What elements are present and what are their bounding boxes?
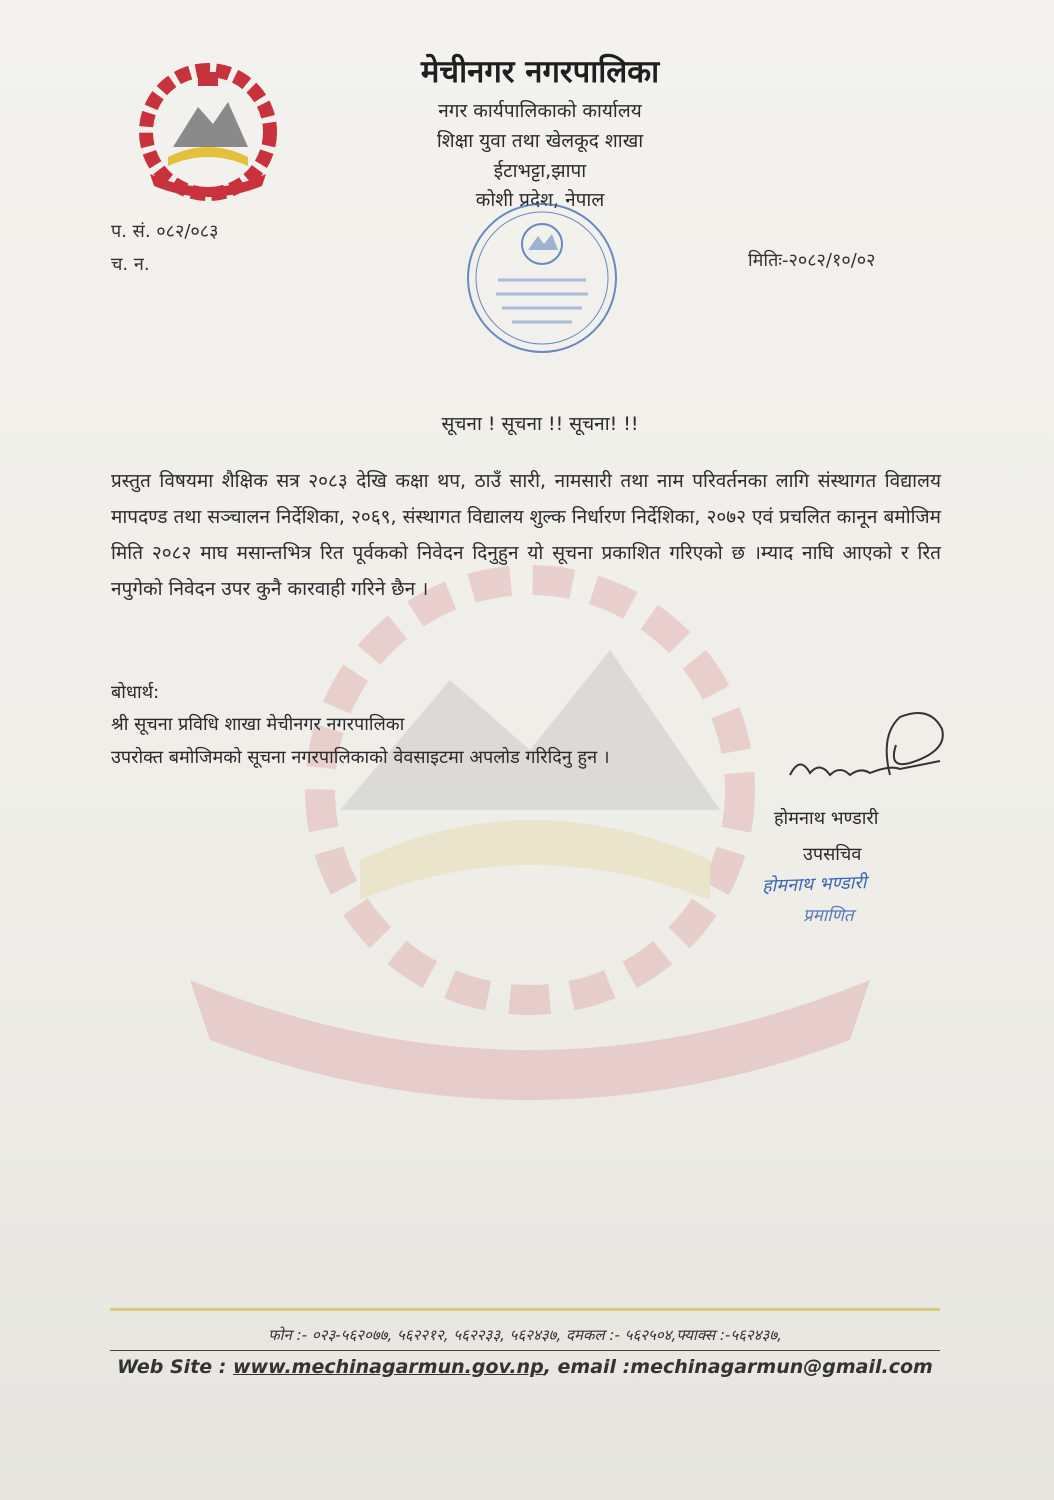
office-address: ईटाभट्टा,झापा — [493, 160, 587, 182]
bodharth-instruction: उपरोक्त बमोजिमको सूचना नगरपालिकाको वेवसाइटमा अपलोड गरिदिनु हुन । — [111, 747, 610, 768]
name-stamp: होमनाथ भण्डारी — [761, 872, 867, 897]
letter-reference-number: प. सं. ०८२/०८३ — [111, 221, 219, 242]
website-label: Web Site : — [117, 1356, 233, 1378]
office-subtitle-1: नगर कार्यपालिकाको कार्यालय — [438, 100, 642, 122]
notice-heading: सूचना ! सूचना !! सूचना! !! — [441, 413, 639, 435]
letter-date: मितिः-२०८२/१०/०२ — [748, 250, 876, 271]
footer-contact — [110, 1356, 940, 1378]
email-address[interactable]: mechinagarmun@gmail.com — [630, 1356, 933, 1378]
dispatch-number: च. न. — [111, 254, 150, 275]
verified-stamp: प्रमाणित — [803, 906, 854, 926]
email-label: , email : — [543, 1356, 631, 1378]
footer-divider-thin — [110, 1350, 940, 1351]
bodharth-recipient: श्री सूचना प्रविधि शाखा मेचीनगर नगरपालिका — [111, 714, 405, 735]
office-subtitle-2: शिक्षा युवा तथा खेलकूद शाखा — [436, 130, 644, 152]
signatory-name: होमनाथ भण्डारी — [774, 808, 879, 829]
footer-divider — [110, 1308, 940, 1311]
notice-body: प्रस्तुत विषयमा शैक्षिक सत्र २०८३ देखि कक्षा थप, ठाउँ सारी, नामसारी तथा नाम परिवर्तनका लागि संस्थागत विद्यालय मापदण्ड तथा सञ्चालन निर्देशिका, २०६९, संस्थागत विद्यालय शुल्क निर्धारण निर्देशिका, २०७२ एवं प्रचलित कानून बमोजिम मिति २०८२ माघ मसान्तभित्र रित पूर्वकको निवेदन दिनुहुन यो सूचना प्रकाशित गरिएको छ ।म्याद नाघि आएको र रित नपुगेको निवेदन उपर कुनै कारवाही गरिने छैन । — [111, 470, 941, 600]
signatory-title: उपसचिव — [803, 844, 862, 865]
office-seal-stamp — [462, 198, 622, 358]
office-name-title: मेचीनगर नगरपालिका — [420, 54, 660, 90]
bodharth-label: बोधार्थ: — [111, 682, 160, 703]
office-province: कोशी प्रदेश, नेपाल — [475, 189, 605, 211]
handwritten-signature — [770, 705, 950, 795]
emblem-watermark — [150, 560, 910, 1100]
footer-phone-numbers: फोन :- ०२३-५६२०७७, ५६२२१२, ५६२२३३, ५६२४३७, दमकल :- ५६२५०४,फ्याक्स :-५६२४३७, — [268, 1326, 782, 1344]
government-emblem-logo — [128, 62, 288, 202]
website-link[interactable]: www.mechinagarmun.gov.np — [233, 1356, 544, 1378]
